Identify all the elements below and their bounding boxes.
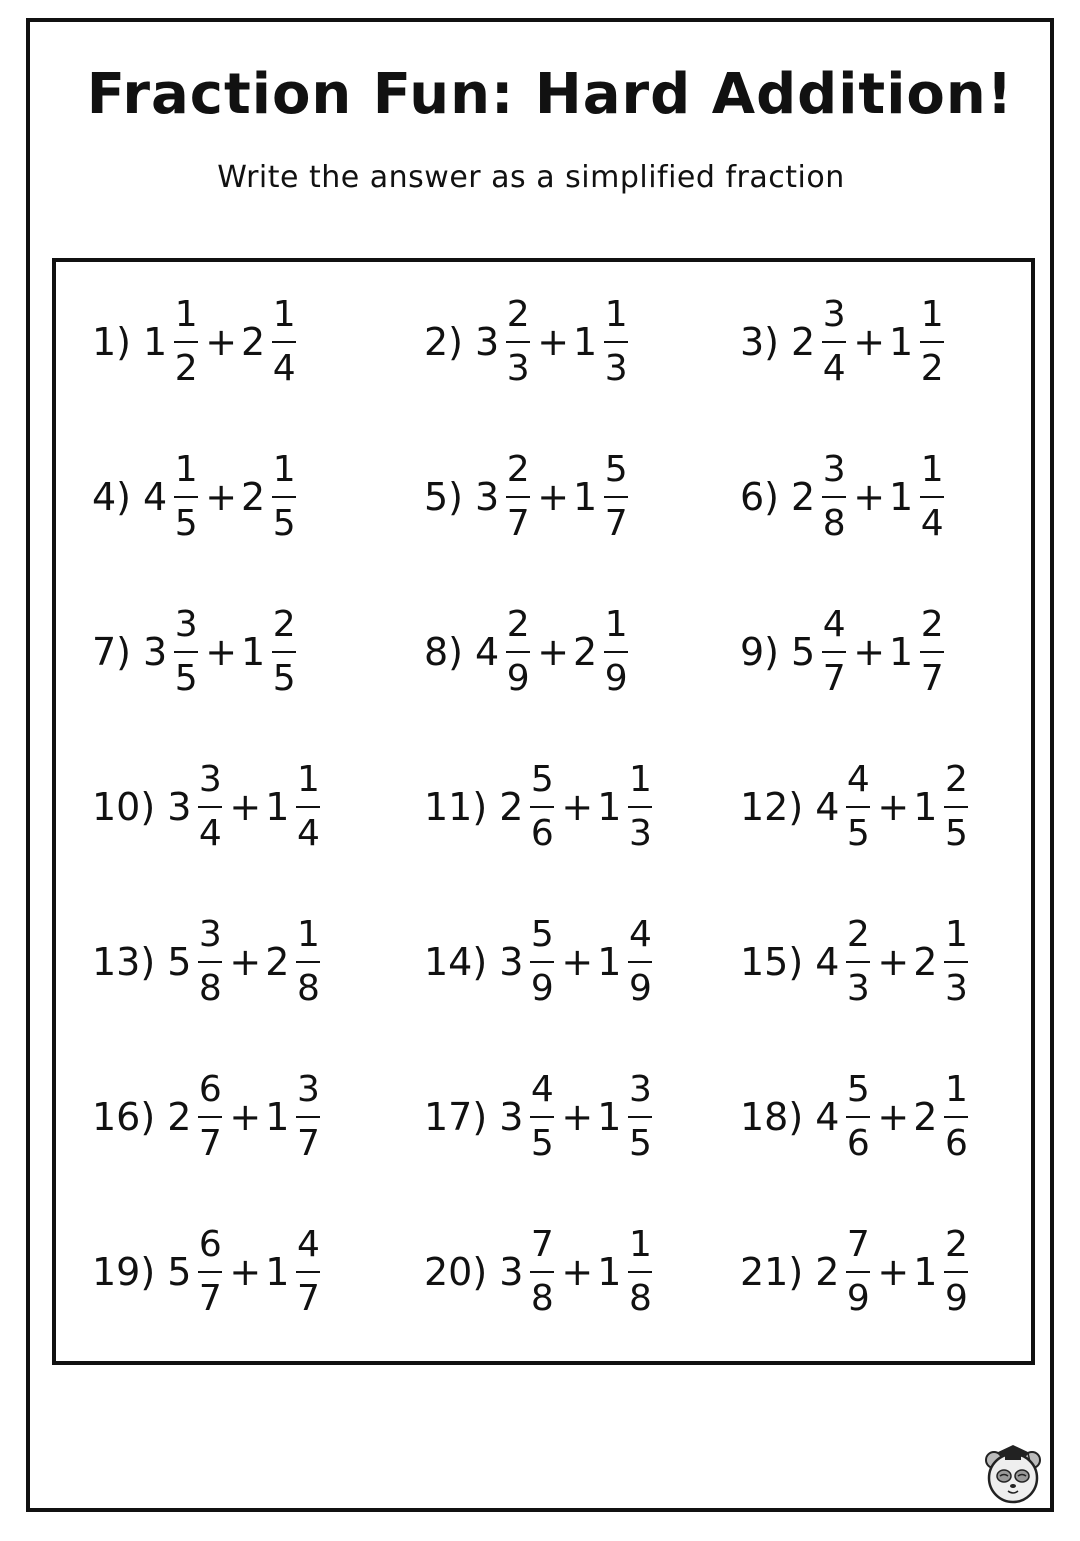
numerator: 6 <box>198 1069 222 1110</box>
fraction <box>625 1224 655 1319</box>
problem-9 <box>740 592 947 712</box>
whole-number: 1 <box>889 630 914 674</box>
denominator: 7 <box>822 658 846 699</box>
whole-number: 1 <box>573 475 598 519</box>
whole-number: 1 <box>265 1095 290 1139</box>
problem-11 <box>424 747 655 867</box>
whole-number: 2 <box>791 475 816 519</box>
denominator: 7 <box>604 503 628 544</box>
numerator: 1 <box>272 294 296 335</box>
denominator: 3 <box>944 968 968 1009</box>
fraction <box>171 604 201 699</box>
whole-number: 3 <box>143 630 168 674</box>
problem-number: 19) <box>92 1250 156 1294</box>
numerator: 4 <box>846 759 870 800</box>
denominator: 4 <box>272 348 296 389</box>
denominator: 5 <box>272 503 296 544</box>
denominator: 4 <box>198 813 222 854</box>
denominator: 3 <box>506 348 530 389</box>
problem-17 <box>424 1057 655 1177</box>
whole-number: 1 <box>241 630 266 674</box>
problem-number: 10) <box>92 785 156 829</box>
fraction <box>269 449 299 544</box>
fraction <box>819 294 849 389</box>
fraction <box>819 604 849 699</box>
whole-number: 2 <box>241 320 266 364</box>
numerator: 1 <box>920 294 944 335</box>
denominator: 5 <box>174 658 198 699</box>
denominator: 9 <box>944 1278 968 1319</box>
plus-sign: + <box>229 1095 262 1139</box>
problem-7 <box>92 592 299 712</box>
whole-number: 3 <box>499 1250 524 1294</box>
problem-number: 16) <box>92 1095 156 1139</box>
whole-number: 4 <box>815 785 840 829</box>
numerator: 1 <box>174 294 198 335</box>
numerator: 1 <box>296 914 320 955</box>
plus-sign: + <box>229 785 262 829</box>
whole-number: 2 <box>573 630 598 674</box>
denominator: 7 <box>506 503 530 544</box>
denominator: 7 <box>920 658 944 699</box>
plus-sign: + <box>205 320 238 364</box>
numerator: 7 <box>846 1224 870 1265</box>
fraction <box>625 914 655 1009</box>
denominator: 2 <box>920 348 944 389</box>
fraction <box>625 1069 655 1164</box>
whole-number: 2 <box>499 785 524 829</box>
problem-20 <box>424 1212 655 1332</box>
fraction <box>293 759 323 854</box>
numerator: 3 <box>822 449 846 490</box>
denominator: 8 <box>198 968 222 1009</box>
fraction <box>527 914 557 1009</box>
whole-number: 5 <box>167 940 192 984</box>
numerator: 2 <box>944 759 968 800</box>
numerator: 2 <box>506 294 530 335</box>
problem-number: 18) <box>740 1095 804 1139</box>
problem-15 <box>740 902 971 1022</box>
whole-number: 2 <box>913 1095 938 1139</box>
denominator: 6 <box>530 813 554 854</box>
fraction <box>625 759 655 854</box>
numerator: 7 <box>530 1224 554 1265</box>
fraction <box>527 1224 557 1319</box>
denominator: 4 <box>822 348 846 389</box>
whole-number: 2 <box>791 320 816 364</box>
fraction <box>195 1069 225 1164</box>
numerator: 1 <box>920 449 944 490</box>
whole-number: 5 <box>791 630 816 674</box>
numerator: 3 <box>822 294 846 335</box>
problem-1 <box>92 282 299 402</box>
whole-number: 1 <box>597 785 622 829</box>
fraction <box>171 294 201 389</box>
problem-19 <box>92 1212 323 1332</box>
plus-sign: + <box>537 475 570 519</box>
plus-sign: + <box>853 475 886 519</box>
denominator: 4 <box>920 503 944 544</box>
problem-number: 5) <box>424 475 464 519</box>
denominator: 5 <box>846 813 870 854</box>
numerator: 5 <box>604 449 628 490</box>
plus-sign: + <box>537 630 570 674</box>
instructions: Write the answer as a simplified fraction <box>217 160 845 195</box>
numerator: 1 <box>272 449 296 490</box>
problem-2 <box>424 282 631 402</box>
numerator: 6 <box>198 1224 222 1265</box>
problem-number: 6) <box>740 475 780 519</box>
whole-number: 3 <box>167 785 192 829</box>
problem-number: 7) <box>92 630 132 674</box>
denominator: 8 <box>628 1278 652 1319</box>
whole-number: 2 <box>241 475 266 519</box>
fraction <box>843 1069 873 1164</box>
numerator: 1 <box>604 294 628 335</box>
numerator: 5 <box>530 759 554 800</box>
whole-number: 1 <box>265 785 290 829</box>
denominator: 8 <box>822 503 846 544</box>
fraction <box>195 914 225 1009</box>
fraction <box>293 1224 323 1319</box>
numerator: 4 <box>530 1069 554 1110</box>
plus-sign: + <box>877 1095 910 1139</box>
denominator: 3 <box>628 813 652 854</box>
problem-number: 8) <box>424 630 464 674</box>
problem-16 <box>92 1057 323 1177</box>
problem-12 <box>740 747 971 867</box>
plus-sign: + <box>229 1250 262 1294</box>
fraction <box>917 604 947 699</box>
denominator: 3 <box>846 968 870 1009</box>
plus-sign: + <box>561 785 594 829</box>
numerator: 2 <box>846 914 870 955</box>
numerator: 5 <box>846 1069 870 1110</box>
numerator: 3 <box>296 1069 320 1110</box>
plus-sign: + <box>561 1250 594 1294</box>
numerator: 1 <box>628 759 652 800</box>
plus-sign: + <box>877 785 910 829</box>
whole-number: 3 <box>475 320 500 364</box>
numerator: 3 <box>174 604 198 645</box>
fraction <box>941 1224 971 1319</box>
plus-sign: + <box>205 475 238 519</box>
fraction <box>601 449 631 544</box>
denominator: 5 <box>174 503 198 544</box>
panda-graduate-icon <box>980 1440 1046 1506</box>
whole-number: 1 <box>913 1250 938 1294</box>
fraction <box>269 604 299 699</box>
problem-number: 13) <box>92 940 156 984</box>
denominator: 7 <box>198 1123 222 1164</box>
plus-sign: + <box>853 630 886 674</box>
whole-number: 1 <box>889 475 914 519</box>
fraction <box>601 294 631 389</box>
whole-number: 3 <box>499 940 524 984</box>
fraction <box>941 759 971 854</box>
denominator: 5 <box>944 813 968 854</box>
fraction <box>917 449 947 544</box>
problem-number: 17) <box>424 1095 488 1139</box>
fraction <box>843 914 873 1009</box>
fraction <box>527 1069 557 1164</box>
denominator: 8 <box>296 968 320 1009</box>
fraction <box>269 294 299 389</box>
problem-6 <box>740 437 947 557</box>
problem-number: 3) <box>740 320 780 364</box>
numerator: 4 <box>628 914 652 955</box>
whole-number: 3 <box>499 1095 524 1139</box>
whole-number: 1 <box>143 320 168 364</box>
problem-number: 11) <box>424 785 488 829</box>
whole-number: 1 <box>597 940 622 984</box>
problem-number: 15) <box>740 940 804 984</box>
fraction <box>503 449 533 544</box>
numerator: 1 <box>296 759 320 800</box>
plus-sign: + <box>229 940 262 984</box>
fraction <box>195 759 225 854</box>
denominator: 9 <box>506 658 530 699</box>
denominator: 7 <box>296 1278 320 1319</box>
whole-number: 2 <box>167 1095 192 1139</box>
problem-number: 20) <box>424 1250 488 1294</box>
problem-number: 1) <box>92 320 132 364</box>
whole-number: 2 <box>815 1250 840 1294</box>
problem-21 <box>740 1212 971 1332</box>
denominator: 6 <box>846 1123 870 1164</box>
fraction <box>819 449 849 544</box>
numerator: 2 <box>272 604 296 645</box>
plus-sign: + <box>561 940 594 984</box>
whole-number: 5 <box>167 1250 192 1294</box>
numerator: 2 <box>506 449 530 490</box>
whole-number: 2 <box>265 940 290 984</box>
fraction <box>941 914 971 1009</box>
fraction <box>527 759 557 854</box>
fraction <box>917 294 947 389</box>
numerator: 2 <box>944 1224 968 1265</box>
whole-number: 1 <box>597 1095 622 1139</box>
problem-14 <box>424 902 655 1022</box>
problem-3 <box>740 282 947 402</box>
numerator: 1 <box>944 914 968 955</box>
whole-number: 1 <box>913 785 938 829</box>
denominator: 5 <box>628 1123 652 1164</box>
fraction <box>843 1224 873 1319</box>
problem-number: 9) <box>740 630 780 674</box>
numerator: 1 <box>628 1224 652 1265</box>
whole-number: 4 <box>475 630 500 674</box>
fraction <box>503 294 533 389</box>
whole-number: 4 <box>815 1095 840 1139</box>
problem-5 <box>424 437 631 557</box>
page-title: Fraction Fun: Hard Addition! <box>86 62 1014 127</box>
plus-sign: + <box>853 320 886 364</box>
fraction <box>171 449 201 544</box>
numerator: 1 <box>174 449 198 490</box>
fraction <box>195 1224 225 1319</box>
denominator: 7 <box>296 1123 320 1164</box>
problem-10 <box>92 747 323 867</box>
denominator: 8 <box>530 1278 554 1319</box>
fraction <box>293 914 323 1009</box>
problem-number: 4) <box>92 475 132 519</box>
fraction <box>293 1069 323 1164</box>
denominator: 5 <box>530 1123 554 1164</box>
whole-number: 1 <box>889 320 914 364</box>
denominator: 6 <box>944 1123 968 1164</box>
whole-number: 2 <box>913 940 938 984</box>
numerator: 4 <box>296 1224 320 1265</box>
plus-sign: + <box>877 940 910 984</box>
denominator: 4 <box>296 813 320 854</box>
whole-number: 3 <box>475 475 500 519</box>
problem-8 <box>424 592 631 712</box>
numerator: 4 <box>822 604 846 645</box>
problem-number: 21) <box>740 1250 804 1294</box>
whole-number: 1 <box>597 1250 622 1294</box>
problem-number: 12) <box>740 785 804 829</box>
denominator: 5 <box>272 658 296 699</box>
numerator: 3 <box>198 759 222 800</box>
fraction <box>843 759 873 854</box>
numerator: 3 <box>628 1069 652 1110</box>
whole-number: 1 <box>265 1250 290 1294</box>
problem-13 <box>92 902 323 1022</box>
whole-number: 4 <box>143 475 168 519</box>
whole-number: 4 <box>815 940 840 984</box>
problem-number: 14) <box>424 940 488 984</box>
plus-sign: + <box>205 630 238 674</box>
problem-number: 2) <box>424 320 464 364</box>
denominator: 3 <box>604 348 628 389</box>
plus-sign: + <box>561 1095 594 1139</box>
denominator: 2 <box>174 348 198 389</box>
problem-18 <box>740 1057 971 1177</box>
problem-4 <box>92 437 299 557</box>
fraction <box>503 604 533 699</box>
whole-number: 1 <box>573 320 598 364</box>
plus-sign: + <box>877 1250 910 1294</box>
fraction <box>601 604 631 699</box>
numerator: 2 <box>920 604 944 645</box>
numerator: 1 <box>944 1069 968 1110</box>
fraction <box>941 1069 971 1164</box>
denominator: 9 <box>530 968 554 1009</box>
denominator: 7 <box>198 1278 222 1319</box>
denominator: 9 <box>604 658 628 699</box>
plus-sign: + <box>537 320 570 364</box>
numerator: 1 <box>604 604 628 645</box>
numerator: 5 <box>530 914 554 955</box>
numerator: 3 <box>198 914 222 955</box>
denominator: 9 <box>628 968 652 1009</box>
numerator: 2 <box>506 604 530 645</box>
denominator: 9 <box>846 1278 870 1319</box>
